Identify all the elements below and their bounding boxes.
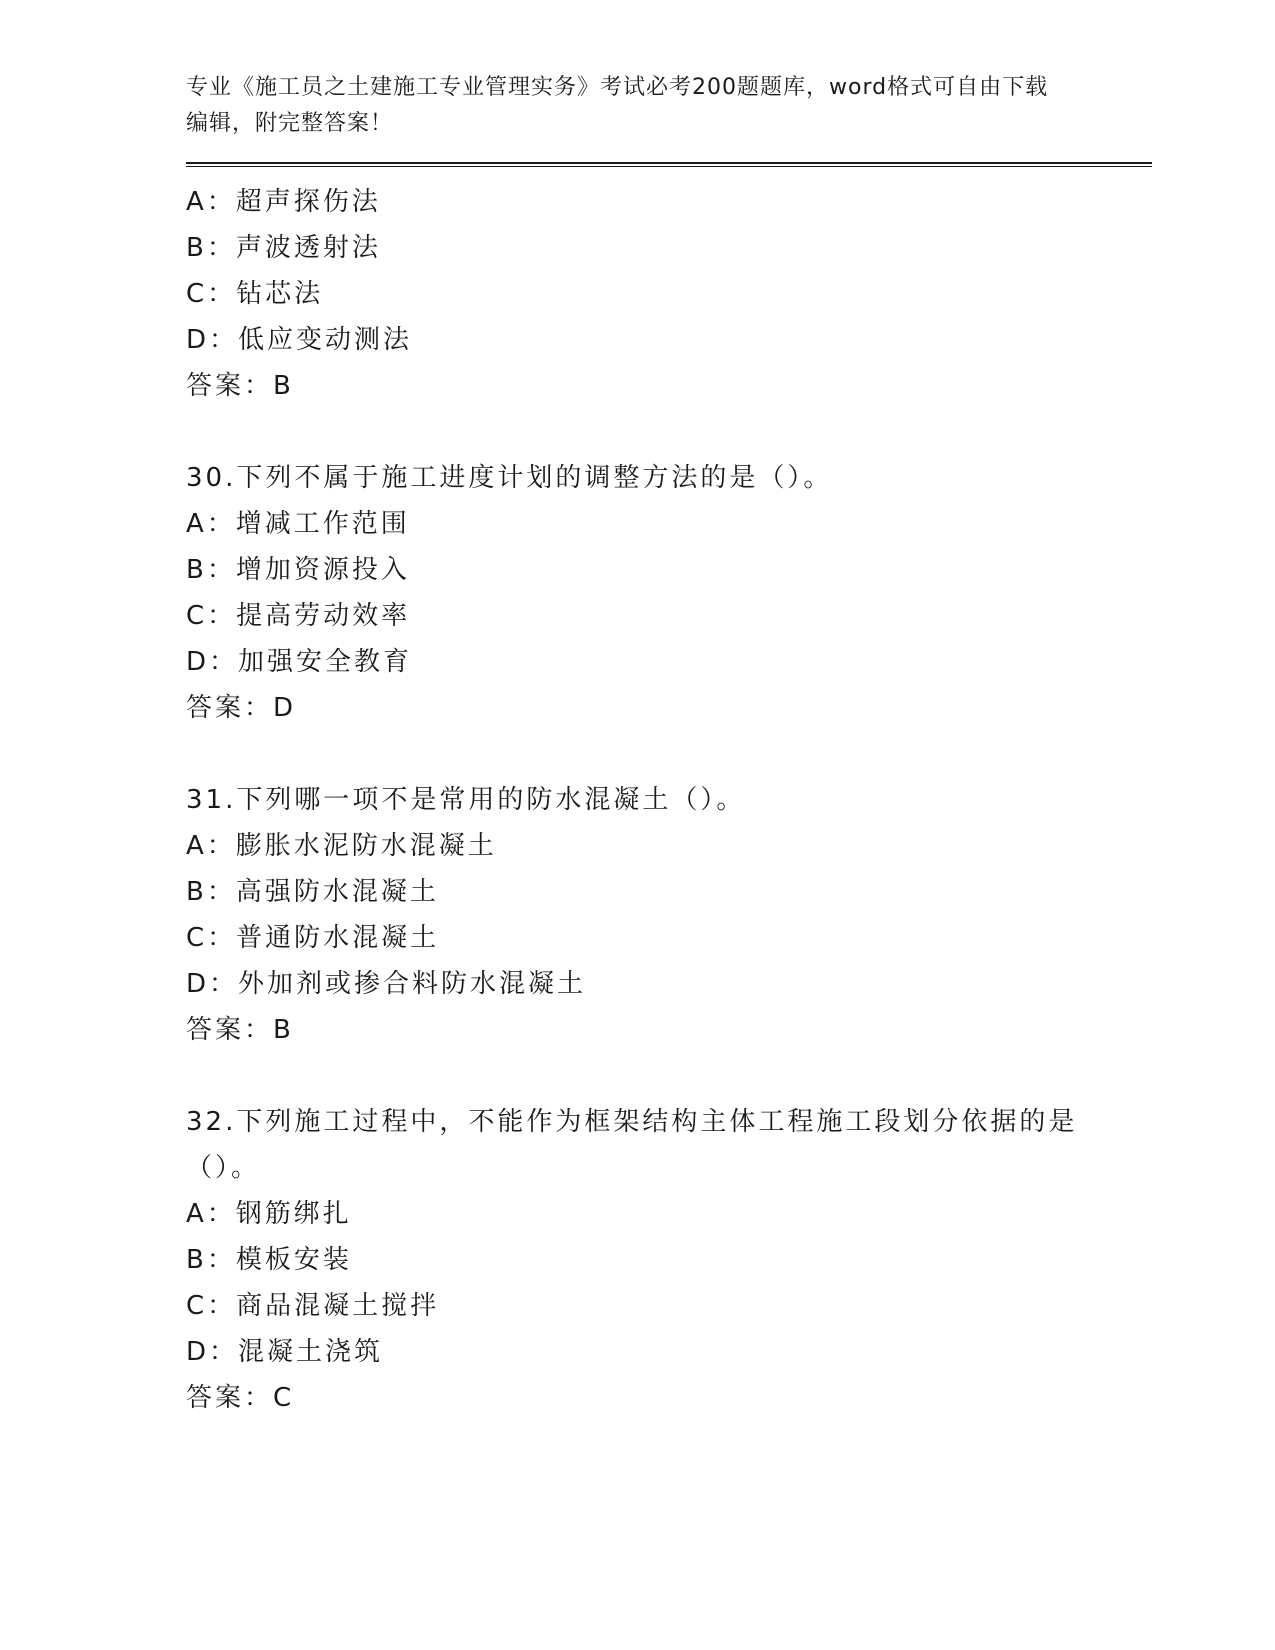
option-d: D：混凝土浇筑	[186, 1337, 384, 1367]
question-text: 31.下列哪一项不是常用的防水混凝土（）。	[186, 785, 746, 815]
option-c: C：钻芯法	[186, 279, 324, 309]
question-list	[186, 179, 1152, 1421]
option-b: B：模板安装	[186, 1245, 352, 1275]
answer-line: 答案：B	[186, 1015, 294, 1045]
question-block-continued	[186, 179, 1152, 409]
header-divider	[186, 162, 1152, 167]
option-c: C：商品混凝土搅拌	[186, 1291, 440, 1321]
question-block-30	[186, 455, 1152, 731]
option-d: D：低应变动测法	[186, 325, 413, 355]
question-block-31	[186, 777, 1152, 1053]
option-a: A：超声探伤法	[186, 187, 381, 217]
spacer	[186, 731, 1152, 777]
option-a: A：膨胀水泥防水混凝土	[186, 831, 497, 861]
option-c: C：提高劳动效率	[186, 601, 411, 631]
option-b: B：增加资源投入	[186, 555, 410, 585]
document-header: 专业《施工员之土建施工专业管理实务》考试必考200题题库，word格式可自由下载编辑，附完整答案！	[186, 75, 1049, 136]
option-d: D：外加剂或掺合料防水混凝土	[186, 969, 587, 999]
option-b: B：高强防水混凝土	[186, 877, 439, 907]
answer-line: 答案：B	[186, 371, 294, 401]
option-c: C：普通防水混凝土	[186, 923, 440, 953]
option-d: D：加强安全教育	[186, 647, 413, 677]
option-a: A：钢筋绑扎	[186, 1199, 352, 1229]
answer-line: 答案：D	[186, 693, 297, 723]
option-b: B：声波透射法	[186, 233, 381, 263]
question-block-32	[186, 1099, 1152, 1421]
question-text: 30.下列不属于施工进度计划的调整方法的是（）。	[186, 463, 833, 493]
spacer	[186, 409, 1152, 455]
document-page	[186, 70, 1152, 1421]
spacer	[186, 1053, 1152, 1099]
answer-line: 答案：C	[186, 1383, 295, 1413]
option-a: A：增减工作范围	[186, 509, 410, 539]
question-text: 32.下列施工过程中，不能作为框架结构主体工程施工段划分依据的是（）。	[186, 1107, 1078, 1183]
